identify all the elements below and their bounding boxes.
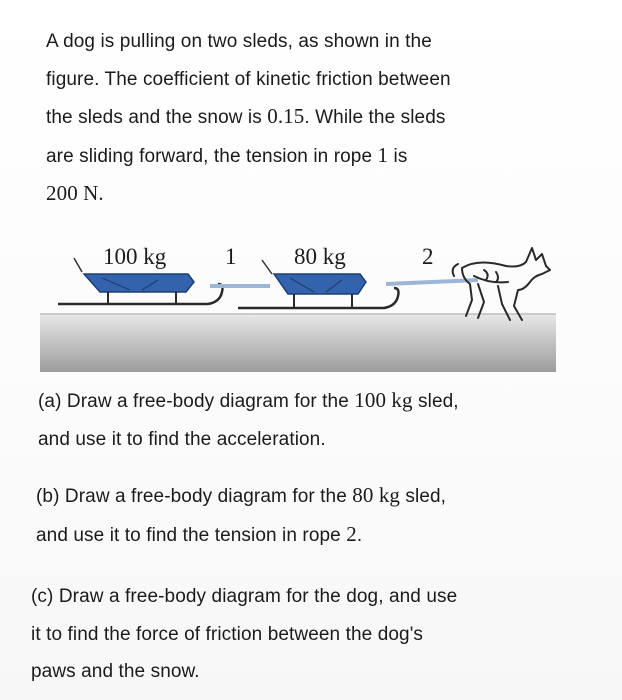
question-line: paws and the snow.: [31, 661, 200, 682]
rope-2: [386, 280, 478, 284]
rope2-label: 2: [422, 244, 434, 269]
friction-coefficient: 0.15: [267, 104, 305, 128]
question-b: [36, 477, 446, 554]
sled2-mass-label: 80 kg: [294, 244, 346, 269]
rope-number: 2: [346, 521, 357, 546]
sled1-mass-label: 100 kg: [103, 244, 167, 269]
intro-line: figure. The coefficient of kinetic friction between: [46, 68, 451, 90]
question-a: [38, 382, 459, 458]
sled-mass-ref: 80 kg: [352, 483, 401, 507]
tension-value: 200 N: [46, 181, 99, 205]
intro-line: 200 N.: [46, 181, 104, 205]
dog: [453, 248, 550, 320]
question-line: it to find the force of friction between the dog's: [31, 623, 424, 645]
sled-figure: [38, 226, 558, 376]
question-line: and use it to find the acceleration.: [38, 428, 326, 450]
snow-ground: [40, 314, 556, 372]
question-line: (b) Draw a free-body diagram for the 80 kg sled,: [36, 483, 447, 507]
question-line: (c) Draw a free-body diagram for the dog, and use: [31, 586, 458, 607]
sled-diagram: [38, 226, 558, 376]
intro-line: A dog is pulling on two sleds, as shown in the: [46, 31, 432, 52]
problem-statement: [46, 23, 451, 214]
question-c: [31, 578, 457, 691]
intro-line: are sliding forward, the tension in rope 1 is: [46, 142, 408, 167]
rope1-label: 1: [225, 244, 237, 269]
question-line: (a) Draw a free-body diagram for the 100 kg sled,: [38, 388, 459, 412]
question-line: and use it to find the tension in rope 2.: [36, 521, 363, 546]
sled-mass-ref: 100 kg: [354, 388, 413, 412]
rope-number: 1: [377, 142, 389, 167]
intro-line: the sleds and the snow is 0.15. While the sleds: [46, 104, 446, 128]
